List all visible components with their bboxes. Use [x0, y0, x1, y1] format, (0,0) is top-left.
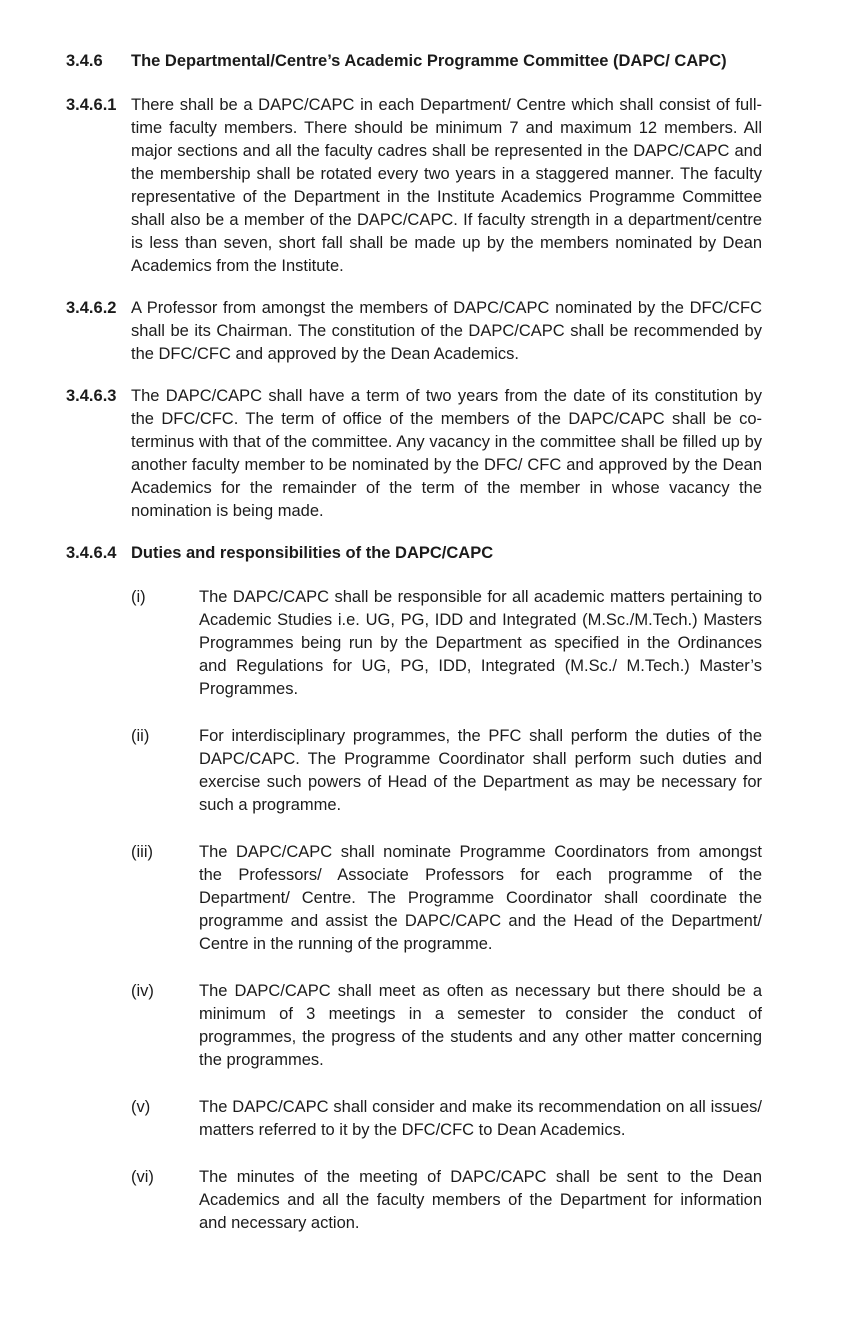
list-item-text: The DAPC/CAPC shall consider and make its recommendation on all issues/ matters referred to it by the DFC/CFC to Dean Academics. [199, 1098, 762, 1139]
paragraph-text: The DAPC/CAPC shall have a term of two years from the date of its constitution by the DFC/CFC. The term of office of the members of the DAPC/CAPC shall be co-terminus with that of the committee. Any vacancy in the committee shall be filled up by another faculty member to be nominated by the DFC/ CFC and approved by the Dean Academics for the remainder of the term of the member in whose vacancy the nomination is being made. [131, 387, 762, 520]
section-paragraph-3-4-6-1 [66, 94, 762, 278]
section-number: 3.4.6.1 [66, 96, 117, 114]
section-paragraph-3-4-6-3 [66, 385, 762, 523]
section-number: 3.4.6.4 [66, 544, 117, 562]
list-item-i [131, 586, 762, 701]
list-item-marker: (v) [131, 1098, 151, 1116]
list-item-marker: (ii) [131, 727, 150, 745]
list-item-text: The DAPC/CAPC shall be responsible for all academic matters pertaining to Academic Studies i.e. UG, PG, IDD and Integrated (M.Sc./M.Tech.) Masters Programmes being run by the Department as specified in the Ordinances and Regulations for UG, PG, IDD, Integrated (M.Sc./ M.Tech.) Master’s Programmes. [199, 588, 762, 698]
section-heading-text: The Departmental/Centre’s Academic Programme Committee (DAPC/ CAPC) [131, 52, 727, 70]
list-item-iii [131, 841, 762, 956]
list-item-v [131, 1096, 762, 1142]
paragraph-text: A Professor from amongst the members of DAPC/CAPC nominated by the DFC/CFC shall be its Chairman. The constitution of the DAPC/CAPC shall be recommended by the DFC/CFC and approved by the Dean Academics. [131, 299, 762, 363]
list-item-iv [131, 980, 762, 1072]
list-item-marker: (i) [131, 588, 146, 606]
list-item-marker: (vi) [131, 1168, 154, 1186]
list-item-ii [131, 725, 762, 817]
section-heading-text: Duties and responsibilities of the DAPC/CAPC [131, 544, 494, 562]
list-item-vi [131, 1166, 762, 1235]
section-number: 3.4.6.2 [66, 299, 117, 317]
list-item-text: The DAPC/CAPC shall meet as often as necessary but there should be a minimum of 3 meetings in a semester to consider the conduct of programmes, the progress of the students and any other matter concerning the programmes. [199, 982, 762, 1069]
section-number: 3.4.6.3 [66, 387, 117, 405]
list-item-marker: (iv) [131, 982, 154, 1000]
paragraph-text: There shall be a DAPC/CAPC in each Department/ Centre which shall consist of full-time faculty members. There should be minimum 7 and maximum 12 members. All major sections and all the faculty cadres shall be represented in the DAPC/CAPC and the membership shall be rotated every two years in a staggered manner. The faculty representative of the Department in the Institute Academics Programme Committee shall also be a member of the DAPC/CAPC. If faculty strength in a department/centre is less than seven, short fall shall be made up by the members nominated by Dean Academics from the Institute. [131, 96, 762, 275]
section-paragraph-3-4-6-2 [66, 297, 762, 366]
section-heading-3-4-6 [66, 50, 762, 73]
duties-list [131, 586, 762, 1235]
list-item-text: The DAPC/CAPC shall nominate Programme Coordinators from amongst the Professors/ Associate Professors for each programme of the Department/ Centre. The Programme Coordinator shall coordinate the programme and assist the DAPC/CAPC and the Head of the Department/ Centre in the running of the programme. [199, 843, 762, 953]
section-heading-3-4-6-4 [66, 542, 762, 565]
list-item-text: For interdisciplinary programmes, the PFC shall perform the duties of the DAPC/CAPC. The Programme Coordinator shall perform such duties and exercise such powers of Head of the Department as may be necessary for such a programme. [199, 727, 762, 814]
list-item-text: The minutes of the meeting of DAPC/CAPC shall be sent to the Dean Academics and all the faculty members of the Department for information and necessary action. [199, 1168, 762, 1232]
list-item-marker: (iii) [131, 843, 153, 861]
section-number: 3.4.6 [66, 52, 103, 70]
